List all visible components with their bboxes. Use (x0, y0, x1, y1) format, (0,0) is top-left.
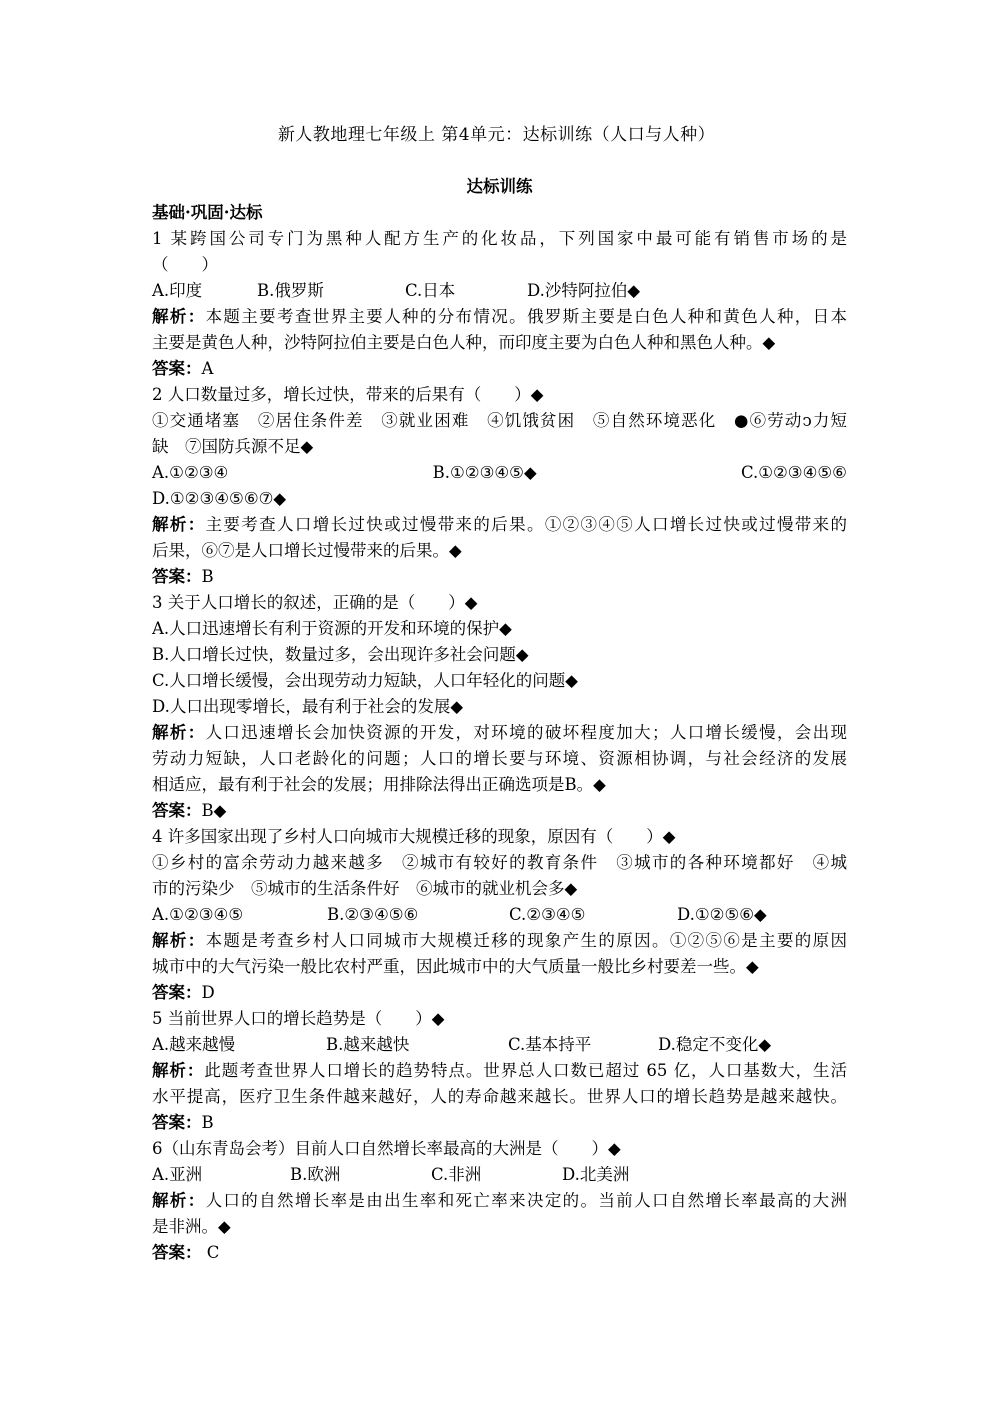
analysis-cont: 主要是黄色人种，沙特阿拉伯主要是白色人种，而印度主要为白色人种和黑色人种。◆ (152, 333, 776, 352)
option-b: B.越来越快 (326, 1035, 410, 1054)
options-row (152, 902, 847, 928)
answer (152, 1240, 847, 1266)
analysis-cont: 是非洲。◆ (152, 1217, 231, 1236)
option-d: D.北美洲 (562, 1165, 630, 1184)
question-1 (152, 226, 847, 382)
answer (152, 798, 847, 824)
options-row (152, 1162, 847, 1188)
analysis-text: 本题主要考查世界主要人种的分布情况。俄罗斯主要是白色人种和黄色人种，日本 (205, 307, 848, 326)
option-d: D.人口出现零增长，最有利于社会的发展◆ (152, 697, 464, 716)
option-c: C.非洲 (431, 1165, 482, 1184)
answer-value: B◆ (201, 801, 227, 820)
question-stem: 3 关于人口增长的叙述，正确的是（ ）◆ (152, 593, 478, 612)
option-c: C.基本持平 (508, 1035, 592, 1054)
analysis-text: 此题考查世界人口增长的趋势特点。世界总人口数已超过 65 亿，人口基数大，生活 (204, 1061, 847, 1080)
question-4 (152, 824, 847, 1006)
option-a: A.①②③④ (152, 463, 229, 482)
option-d: D.①②⑤⑥◆ (677, 905, 767, 924)
analysis-label: 解析： (152, 1061, 205, 1080)
question-items: ①交通堵塞 ②居住条件差 ③就业困难 ④饥饿贫困 ⑤自然环境恶化 ●⑥劳动ↄ力短 (152, 411, 847, 430)
answer (152, 356, 847, 382)
question-6 (152, 1136, 847, 1266)
answer-label: 答案： (152, 1243, 202, 1262)
question-stem-cont: （ ） (152, 255, 218, 274)
analysis-label: 解析： (152, 723, 206, 742)
option-c: C.①②③④⑤⑥ (740, 463, 847, 482)
question-2 (152, 382, 847, 590)
answer-value: B (201, 1113, 214, 1132)
option-c: C.②③④⑤ (509, 905, 586, 924)
sub-title: 基础·巩固·达标 (152, 203, 263, 222)
answer-label: 答案： (152, 1113, 202, 1132)
options-row (152, 460, 847, 486)
option-c: C.人口增长缓慢，会出现劳动力短缺，人口年轻化的问题◆ (152, 671, 578, 690)
question-items: ①乡村的富余劳动力越来越多 ②城市有较好的教育条件 ③城市的各种环境都好 ④城 (152, 853, 847, 872)
option-d: D.沙特阿拉伯◆ (527, 281, 641, 300)
option-a: A.亚洲 (152, 1165, 203, 1184)
question-items-cont: 缺 ⑦国防兵源不足◆ (152, 437, 314, 456)
analysis (152, 1188, 847, 1214)
answer-value: B (201, 567, 214, 586)
question-3 (152, 590, 847, 824)
option-b: B.人口增长过快，数量过多，会出现许多社会问题◆ (152, 645, 529, 664)
answer-value: C (201, 1243, 220, 1262)
analysis-text: 本题是考查乡村人口同城市大规模迁移的现象产生的原因。①②⑤⑥是主要的原因 (205, 931, 848, 950)
options-row (152, 1032, 847, 1058)
answer (152, 980, 847, 1006)
analysis-label: 解析： (152, 307, 206, 326)
option-c: C.日本 (405, 281, 456, 300)
answer-value: A (201, 359, 214, 378)
question-stem: 4 许多国家出现了乡村人口向城市大规模迁移的现象，原因有（ ）◆ (152, 827, 676, 846)
question-items-cont: 市的污染少 ⑤城市的生活条件好 ⑥城市的就业机会多◆ (152, 879, 578, 898)
answer (152, 1110, 847, 1136)
answer-label: 答案： (152, 359, 202, 378)
analysis (152, 512, 847, 538)
option-a: A.①②③④⑤ (152, 905, 244, 924)
analysis-text: 人口迅速增长会加快资源的开发，对环境的破坏程度加大；人口增长缓慢，会出现 (205, 723, 848, 742)
analysis-label: 解析： (152, 1191, 206, 1210)
option-d: D.稳定不变化◆ (658, 1035, 772, 1054)
option-b: B.②③④⑤⑥ (327, 905, 419, 924)
document-body (152, 174, 847, 1266)
analysis-cont: 后果，⑥⑦是人口增长过慢带来的后果。◆ (152, 541, 462, 560)
question-5 (152, 1006, 847, 1136)
analysis (152, 1058, 847, 1084)
answer (152, 564, 847, 590)
option-a: A.人口迅速增长有利于资源的开发和环境的保护◆ (152, 619, 512, 638)
answer-label: 答案： (152, 567, 202, 586)
question-stem: 2 人口数量过多，增长过快，带来的后果有（ ）◆ (152, 385, 544, 404)
analysis-text: 人口的自然增长率是由出生率和死亡率来决定的。当前人口自然增长率最高的大洲 (205, 1191, 848, 1210)
section-title: 达标训练 (466, 177, 533, 196)
option-d: D.①②③④⑤⑥⑦◆ (152, 489, 287, 508)
analysis (152, 928, 847, 954)
question-stem: 5 当前世界人口的增长趋势是（ ）◆ (152, 1009, 445, 1028)
options-row (152, 278, 847, 304)
option-a: A.越来越慢 (152, 1035, 236, 1054)
question-stem: 6（山东青岛会考）目前人口自然增长率最高的大洲是（ ）◆ (152, 1139, 621, 1158)
analysis-cont: 相适应，最有利于社会的发展；用排除法得出正确选项是B。◆ (152, 775, 606, 794)
analysis-label: 解析： (152, 931, 206, 950)
option-a: A.印度 (152, 281, 203, 300)
analysis (152, 720, 847, 746)
option-b: B.俄罗斯 (257, 281, 324, 300)
option-b: B.欧洲 (290, 1165, 341, 1184)
analysis-text: 主要考查人口增长过快或过慢带来的后果。①②③④⑤人口增长过快或过慢带来的 (205, 515, 848, 534)
question-stem: 1 某跨国公司专门为黑种人配方生产的化妆品，下列国家中最可能有销售市场的是 (152, 229, 847, 248)
analysis-cont: 劳动力短缺，人口老龄化的问题；人口的增长要与环境、资源相协调，与社会经济的发展 (152, 749, 847, 768)
answer-label: 答案： (152, 983, 202, 1002)
analysis-cont: 城市中的大气污染一般比农村严重，因此城市中的大气质量一般比乡村要差一些。◆ (152, 957, 759, 976)
analysis-label: 解析： (152, 515, 206, 534)
analysis (152, 304, 847, 330)
option-b: B.①②③④⑤◆ (432, 463, 537, 482)
analysis-cont: 水平提高，医疗卫生条件越来越好，人的寿命越来越长。世界人口的增长趋势是越来越快。 (152, 1087, 847, 1106)
answer-value: D (201, 983, 215, 1002)
answer-label: 答案： (152, 801, 202, 820)
document-title: 新人教地理七年级上 第4单元：达标训练（人口与人种） (277, 125, 716, 145)
